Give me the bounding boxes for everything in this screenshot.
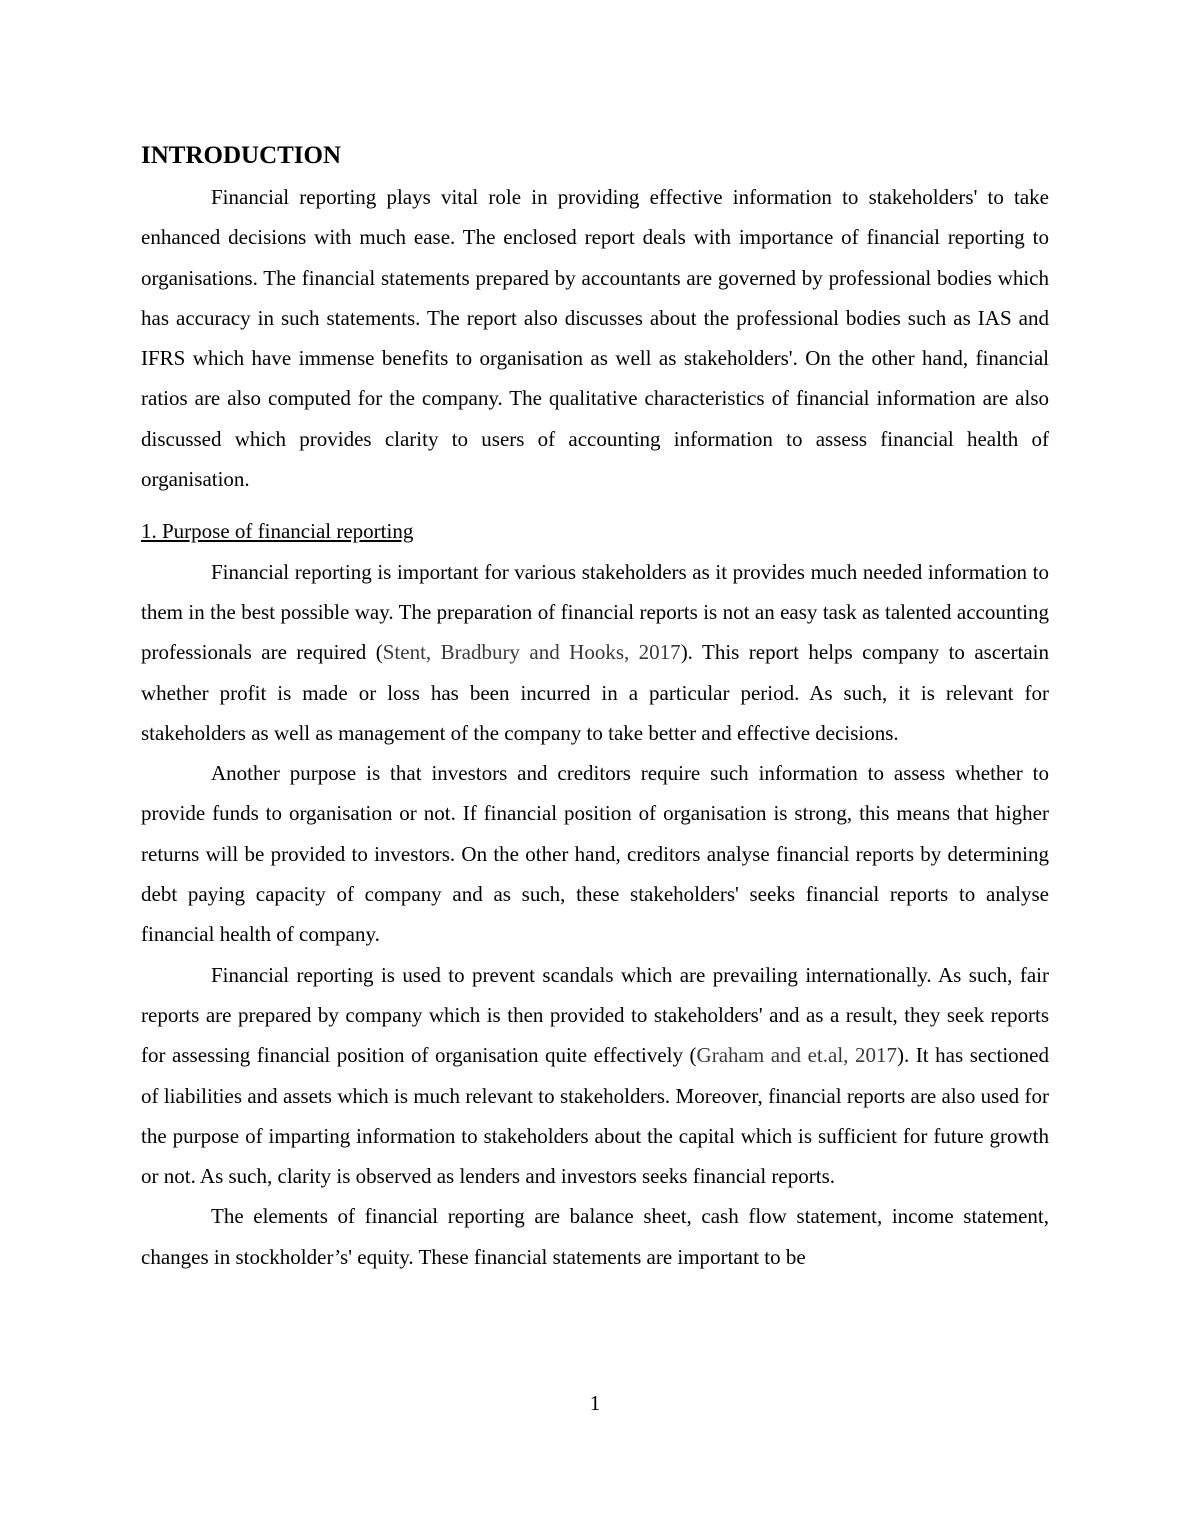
section-heading-introduction: INTRODUCTION <box>141 142 342 169</box>
citation: Stent, Bradbury and Hooks, 2017 <box>382 640 681 665</box>
section-title-purpose: 1. Purpose of financial reporting <box>141 519 414 544</box>
paragraph-text: ). This report helps company to ascertain whether profit is made or loss has been incurred in a particular period. As such, it is relevant for stakeholders as well as management of the company to take better and effective decisions. <box>141 640 1049 745</box>
paragraph-text: ). It has sectioned of liabilities and assets which is much relevant to stakeholders. Moreover, financial reports are also used for the purpose of imparting information to stakeholders about the capital which is sufficient for future growth or not. As such, clarity is observed as lenders and investors seeks financial reports. <box>141 1043 1049 1189</box>
paragraph-text: Financial reporting is used to prevent scandals which are prevailing internationally. As such, fair reports are prepared by company which is then provided to stakeholders' and as a result, they seek reports for assessing financial position of organisation quite effectively ( <box>141 962 1049 1068</box>
intro-paragraph: Financial reporting plays vital role in providing effective information to stakeholders' to take enhanced decisions with much ease. The enclosed report deals with importance of financial reporting to organisations. The financial statements prepared by accountants are governed by professional bodies which has accuracy in such statements. The report also discusses about the professional bodies such as IAS and IFRS which have immense benefits to organisation as well as stakeholders'. On the other hand, financial ratios are also computed for the company. The qualitative characteristics of financial information are also discussed which provides clarity to users of accounting information to assess financial health of organisation. <box>141 185 1049 492</box>
page-number: 1 <box>589 1391 601 1415</box>
paragraph-purpose-3 <box>141 955 1049 1197</box>
paragraph-text: Financial reporting is important for various stakeholders as it provides much needed information to them in the best possible way. The preparation of financial reports is not an easy task as talented accounting professionals are required ( <box>141 559 1049 665</box>
paragraph-purpose-1 <box>141 552 1049 753</box>
citation: Graham and et.al, 2017 <box>696 1043 897 1068</box>
page-content <box>141 139 1049 1277</box>
paragraph-purpose-4: The elements of financial reporting are balance sheet, cash flow statement, income statement, changes in stockholder’s' equity. These financial statements are important to be <box>141 1204 1049 1269</box>
paragraph-purpose-2: Another purpose is that investors and creditors require such information to assess whether to provide funds to organisation or not. If financial position of organisation is strong, this means that higher returns will be provided to investors. On the other hand, creditors analyse financial reports by determining debt paying capacity of company and as such, these stakeholders' seeks financial reports to analyse financial health of company. <box>141 761 1049 947</box>
